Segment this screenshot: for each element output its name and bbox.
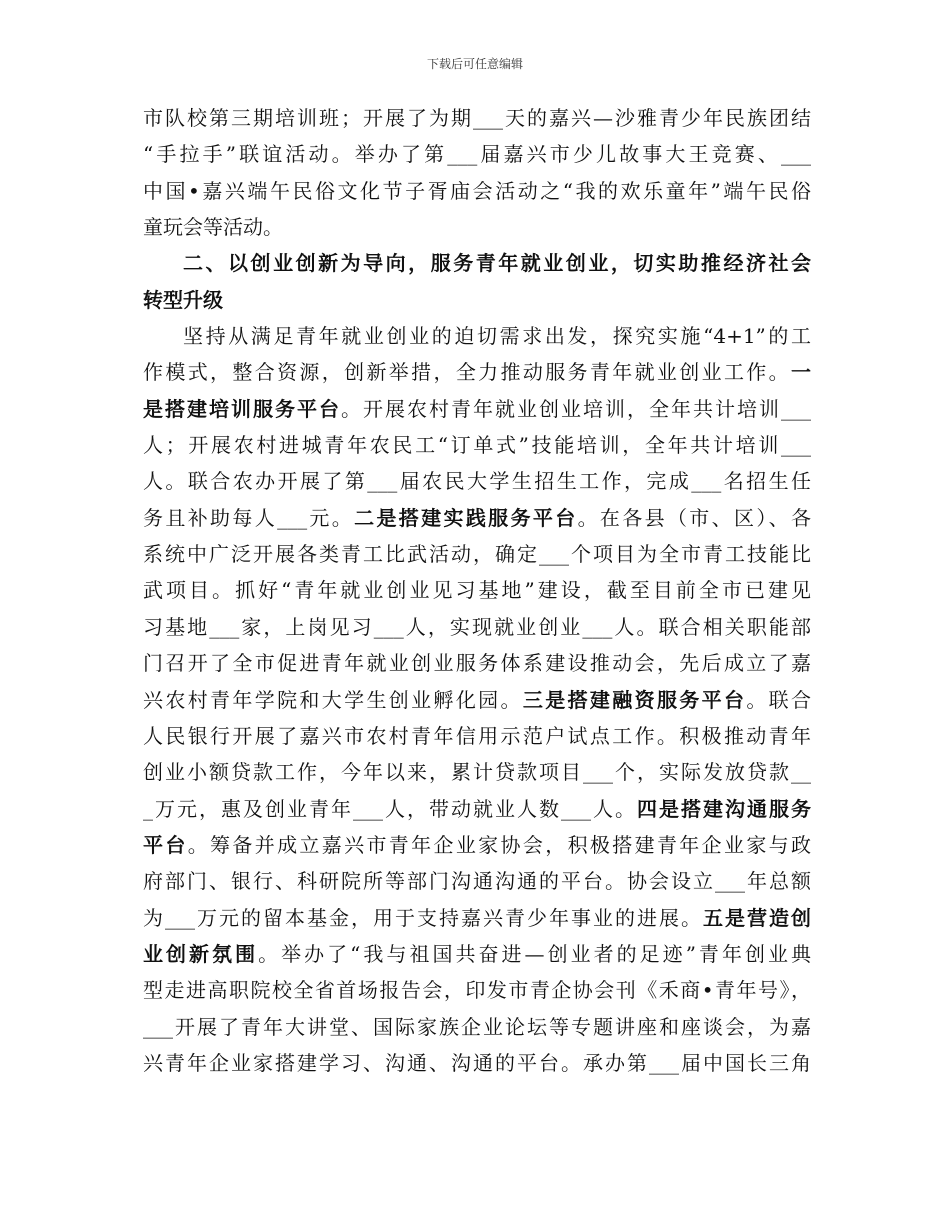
text-line [143,900,811,936]
text-line [143,1045,811,1081]
text-segment: 兴农村青年学院和大学生创业孵化园。 [143,687,523,712]
bold-text-segment: 平台 [143,832,188,857]
text-segment: 府部门、银行、科研院所等部门沟通沟通的平台。协会设立___年总额 [143,869,811,894]
text-segment: 。筹备并成立嘉兴市青年企业家协会，积极搭建青年企业家与政 [187,832,812,857]
text-line [143,354,811,390]
bold-text-segment: 二、以创业创新为导向，服务青年就业创业，切实助推经济社会 [183,251,811,276]
text-segment: 门召开了全市促进青年就业创业服务体系建设推动会，先后成立了嘉 [143,651,811,676]
text-line [143,391,811,427]
text-segment: “手拉手”联谊活动。举办了第___届嘉兴市少儿故事大王竞赛、___ [143,142,811,167]
text-line [143,863,811,899]
text-line [143,318,811,354]
text-segment: 系统中广泛开展各类青工比武活动，确定___个项目为全市青工技能比 [143,542,811,567]
text-line [143,282,811,318]
text-segment: 。联合 [746,687,812,712]
text-segment: 人。联合农办开展了第___届农民大学生招生工作，完成___名招生任 [143,469,811,494]
text-segment: 。举办了“我与祖国共奋进—创业者的足迹”青年创业典 [258,941,812,966]
text-line [143,645,811,681]
text-line [143,754,811,790]
text-line [143,173,811,209]
text-line [143,827,811,863]
bold-text-segment: 三是搭建融资服务平台 [522,687,747,712]
text-line [143,682,811,718]
text-segment: ___开展了青年大讲堂、国际家族企业论坛等专题讲座和座谈会，为嘉 [143,1014,811,1039]
text-segment: 作模式，整合资源，创新举措，全力推动服务青年就业创业工作。 [143,360,791,385]
bold-text-segment: 五是营造创 [703,905,811,930]
text-line [143,791,811,827]
text-segment: 。在各县（市、区）、各 [577,505,812,530]
page-header: 下载后可任意编辑 [426,57,523,71]
text-segment: 务且补助每人___元。 [143,505,355,530]
bold-text-segment: 业创新氛围 [143,941,259,966]
bold-text-segment: 是搭建培训服务平台 [143,396,341,421]
text-segment: 型走进高职院校全省首场报告会，印发市青企协会刊《禾商•青年号》， [143,978,811,1003]
text-segment: 为___万元的留本基金，用于支持嘉兴青少年事业的进展。 [143,905,703,930]
text-segment: 创业小额贷款工作，今年以来，累计贷款项目___个，实际发放贷款__ [143,760,811,785]
bold-text-segment: 二是搭建实践服务平台 [354,505,578,530]
text-line [143,100,811,136]
bold-text-segment: 一 [791,360,811,385]
text-line [143,500,811,536]
text-line [143,427,811,463]
text-line [143,463,811,499]
text-segment: 坚持从满足青年就业创业的迫切需求出发，探究实施“4+1”的工 [183,324,811,349]
text-segment: 市队校第三期培训班；开展了为期___天的嘉兴—沙雅青少年民族团结 [143,106,811,130]
text-segment: 武项目。抓好“青年就业创业见习基地”建设，截至目前全市已建见 [143,578,811,603]
text-line [143,1009,811,1045]
text-line [143,972,811,1008]
text-line [143,936,811,972]
text-line [143,536,811,572]
text-segment: 人；开展农村进城青年农民工“订单式”技能培训，全年共计培训___ [143,433,811,458]
text-segment: 兴青年企业家搭建学习、沟通、沟通的平台。承办第___届中国长三角 [143,1050,811,1075]
text-line [143,572,811,608]
text-line [143,136,811,172]
text-segment: 童玩会等活动。 [143,215,283,240]
text-segment: 人民银行开展了嘉兴市农村青年信用示范户试点工作。积极推动青年 [143,723,811,748]
text-line [143,718,811,754]
text-line [143,609,811,645]
text-segment: _万元，惠及创业青年___人，带动就业人数___人。 [143,796,637,821]
bold-text-segment: 转型升级 [143,287,223,312]
text-segment: 。开展农村青年就业创业培训，全年共计培训___ [341,396,811,421]
text-segment: 中国•嘉兴端午民俗文化节子胥庙会活动之“我的欢乐童年”端午民俗 [143,178,811,203]
text-line [143,209,811,245]
text-line [143,245,811,281]
text-segment: 习基地___家，上岗见习___人，实现就业创业___人。联合相关职能部 [143,614,811,639]
bold-text-segment: 四是搭建沟通服务 [637,796,811,821]
document-body [143,100,811,1081]
